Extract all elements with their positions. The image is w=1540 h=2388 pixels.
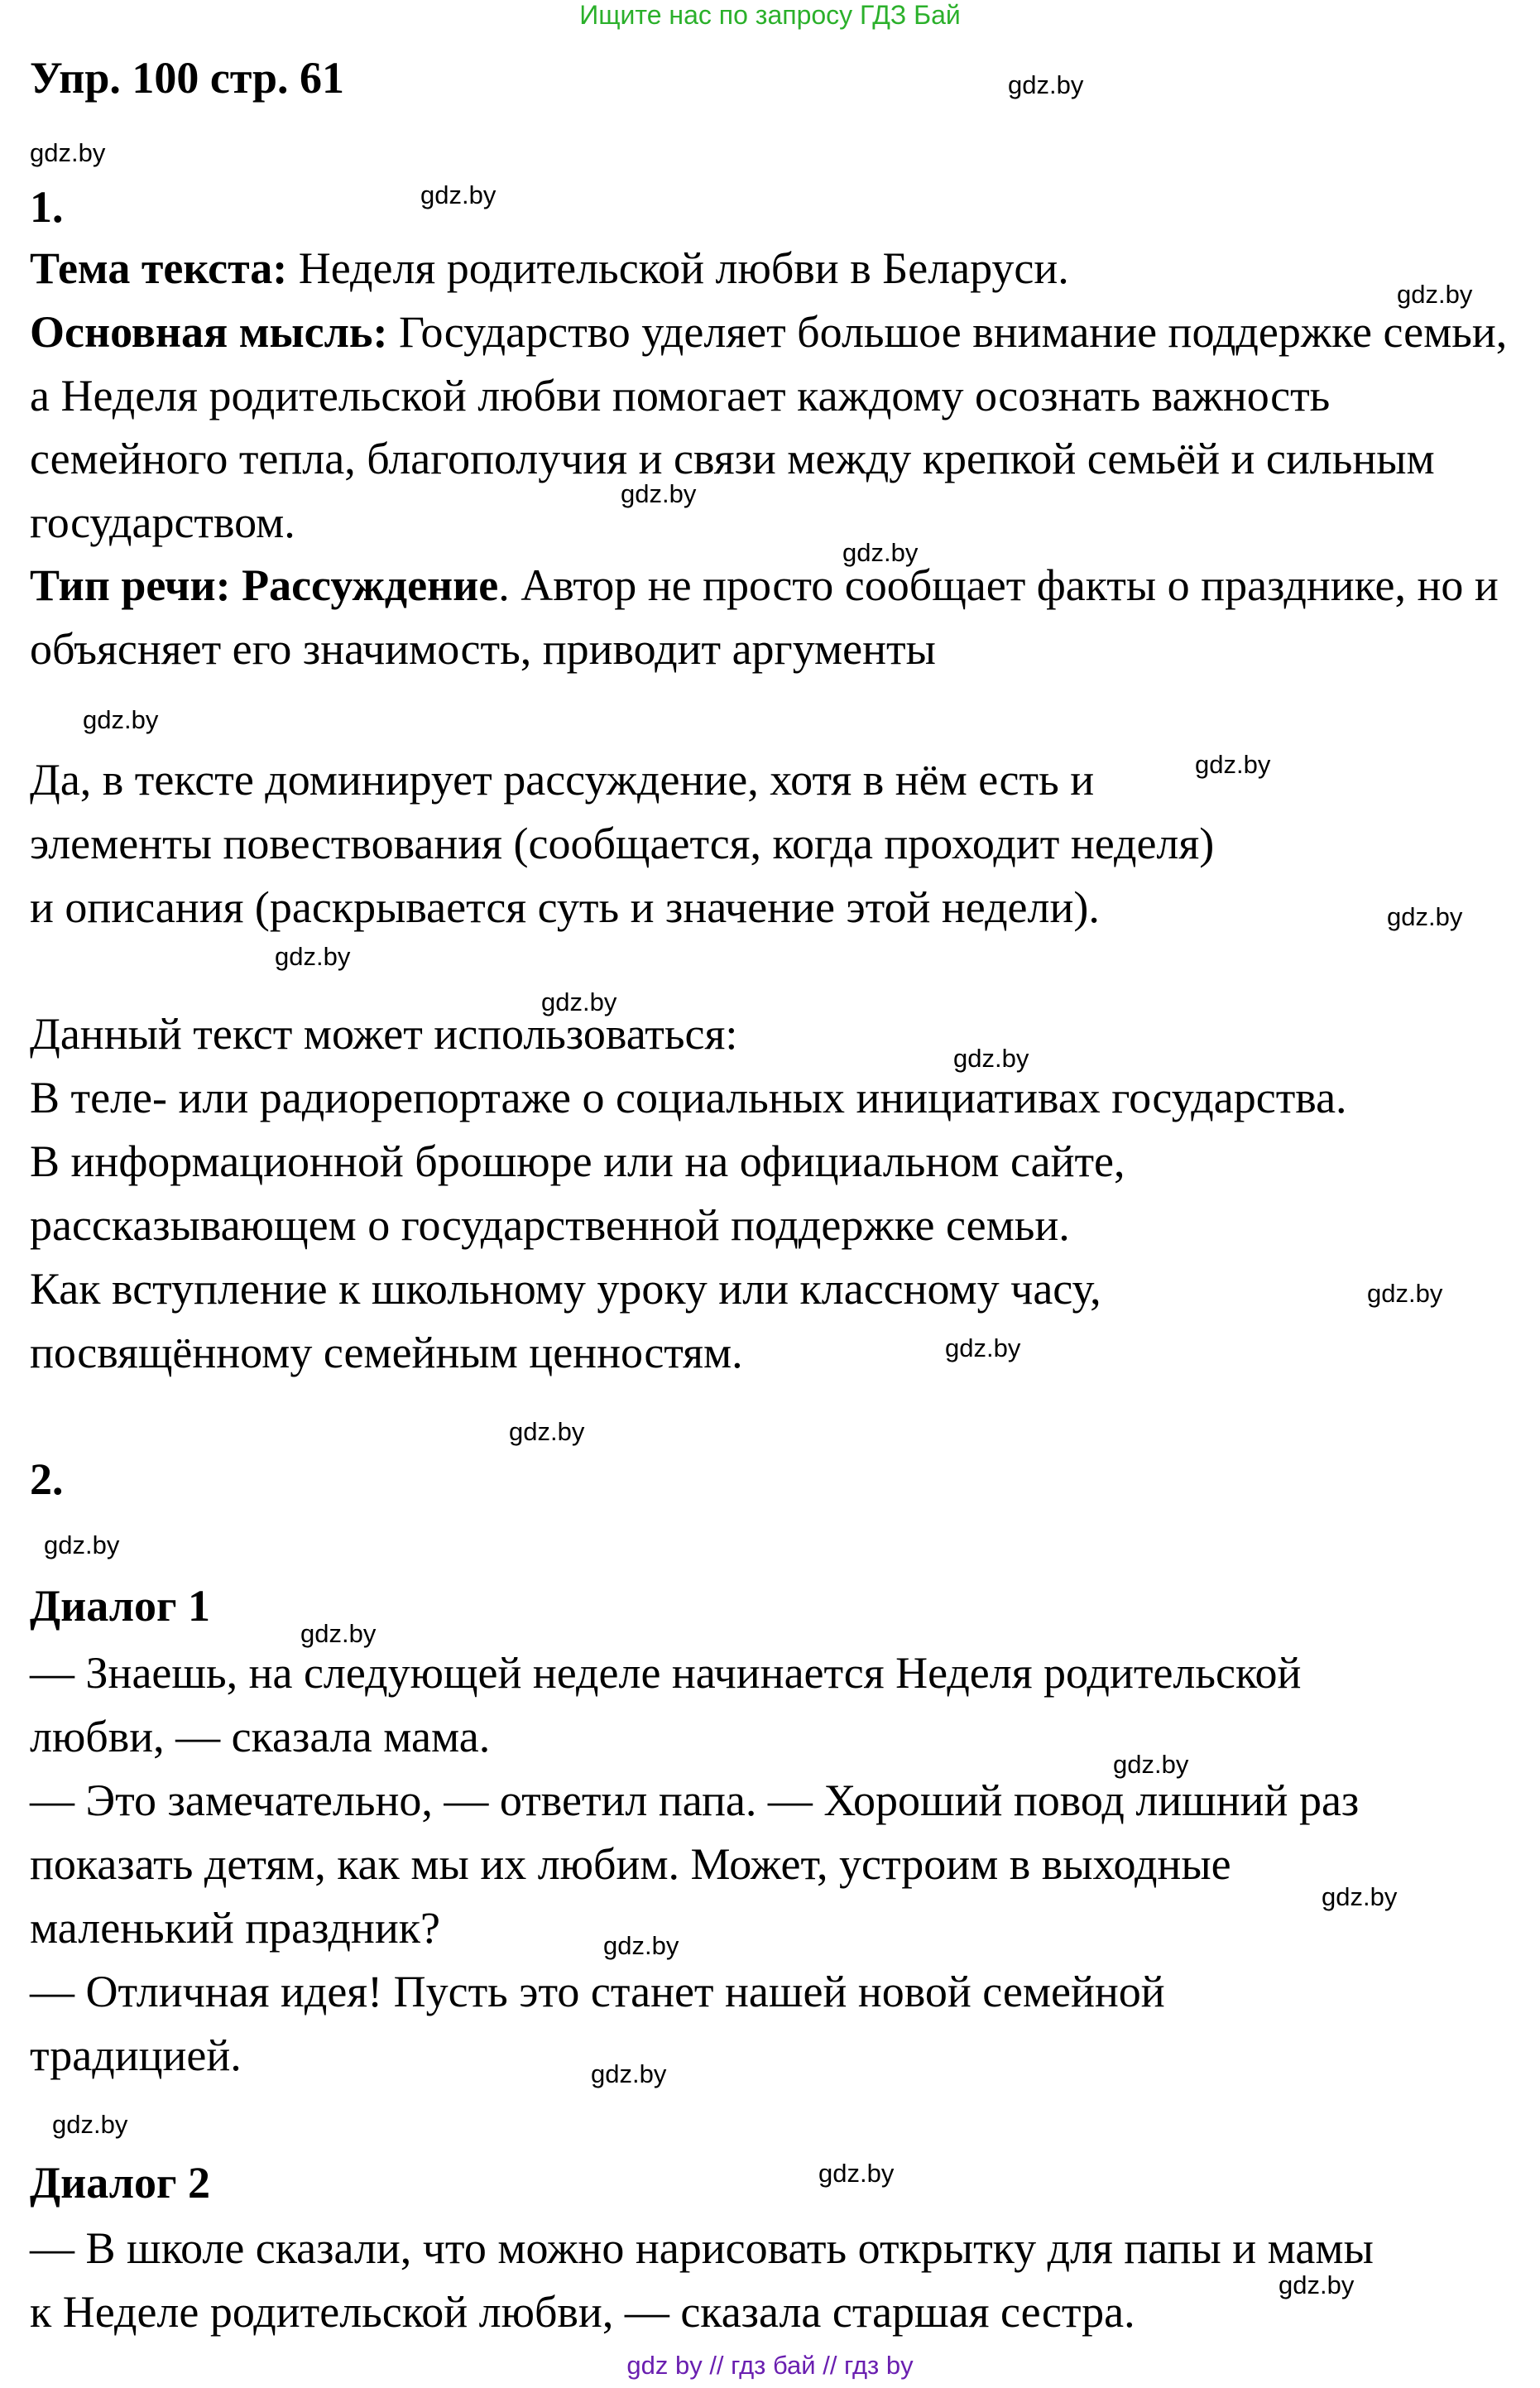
section-1-number: 1. <box>30 182 64 232</box>
main-idea-label: Основная мысль: <box>30 307 388 357</box>
watermark: gdz.by <box>541 987 617 1016</box>
dialog-line: — Знаешь, на следующей неделе начинается Неделя родительской <box>30 1648 1302 1698</box>
footer-links[interactable]: gdz by // гдз бай // гдз by <box>626 2351 914 2380</box>
usage-item: В теле- или радиорепортаже о социальных инициативах государства. <box>30 1073 1347 1122</box>
main-idea-paragraph <box>30 300 1511 554</box>
dialog-line: к Неделе родительской любви, — сказала старшая сестра. <box>30 2287 1135 2337</box>
dialog-2-title: Диалог 2 <box>30 2158 211 2208</box>
dialog-line: — Это замечательно, — ответил папа. — Хороший повод лишний раз <box>30 1775 1360 1825</box>
watermark: gdz.by <box>603 1931 679 1960</box>
usage-item: В информационной брошюре или на официальном сайте, <box>30 1136 1125 1186</box>
usage-item: Как вступление к школьному уроку или классному часу, <box>30 1264 1101 1314</box>
usage-intro: Данный текст может использоваться: <box>30 1009 738 1059</box>
watermark: gdz.by <box>1195 750 1271 779</box>
watermark: gdz.by <box>1008 70 1084 99</box>
usage-item: рассказывающем о государственной поддержке семьи. <box>30 1200 1070 1250</box>
dialog-line: — В школе сказали, что можно нарисовать открытку для папы и мамы <box>30 2223 1374 2273</box>
paragraph-line: элементы повествования (сообщается, когда проходит неделя) <box>30 819 1215 868</box>
topic-label: Тема текста: <box>30 243 288 293</box>
watermark: gdz.by <box>621 479 697 508</box>
watermark: gdz.by <box>30 138 106 167</box>
watermark: gdz.by <box>818 2159 895 2188</box>
topic-text: Неделя родительской любви в Беларуси. <box>287 243 1069 293</box>
watermark: gdz.by <box>275 942 351 971</box>
watermark: gdz.by <box>842 538 919 567</box>
watermark: gdz.by <box>1322 1882 1398 1911</box>
section-2-number: 2. <box>30 1454 64 1504</box>
paragraph-line: Да, в тексте доминирует рассуждение, хотя в нём есть и <box>30 755 1095 805</box>
watermark: gdz.by <box>83 705 159 734</box>
watermark: gdz.by <box>420 180 497 209</box>
main-idea-text: Государство уделяет большое внимание поддержке семьи, а Неделя родительской любви помогает каждому осознать важность семейного тепла, благополучия и связи между крепкой семьёй и сильным государством. <box>30 307 1508 547</box>
watermark: gdz.by <box>1367 1279 1443 1308</box>
watermark: gdz.by <box>52 2110 128 2139</box>
page-title: Упр. 100 стр. 61 <box>30 53 345 103</box>
watermark: gdz.by <box>1387 902 1463 931</box>
top-banner[interactable]: Ищите нас по запросу ГДЗ Бай <box>579 0 961 30</box>
topic-line <box>30 237 1511 300</box>
watermark: gdz.by <box>1397 280 1473 309</box>
watermark: gdz.by <box>509 1417 585 1446</box>
watermark: gdz.by <box>953 1044 1029 1073</box>
dialog-1-title: Диалог 1 <box>30 1581 211 1631</box>
watermark: gdz.by <box>591 2059 667 2088</box>
speech-type-label: Тип речи: Рассуждение <box>30 560 499 610</box>
watermark: gdz.by <box>44 1530 120 1559</box>
paragraph-line: и описания (раскрывается суть и значение этой недели). <box>30 882 1100 932</box>
watermark: gdz.by <box>945 1333 1021 1362</box>
watermark: gdz.by <box>1113 1750 1189 1779</box>
watermark: gdz.by <box>300 1619 377 1648</box>
dialog-line: любви, — сказала мама. <box>30 1712 491 1761</box>
speech-type-text: . Автор не просто сообщает факты о празднике, но и объясняет его значимость, приводит аргументы <box>30 560 1499 674</box>
dialog-line: — Отличная идея! Пусть это станет нашей новой семейной <box>30 1967 1165 2016</box>
dialog-line: маленький праздник? <box>30 1903 440 1953</box>
dialog-line: традицией. <box>30 2030 242 2080</box>
dialog-line: показать детям, как мы их любим. Может, устроим в выходные <box>30 1839 1231 1889</box>
speech-type-paragraph <box>30 554 1511 680</box>
watermark: gdz.by <box>1279 2270 1355 2299</box>
usage-item: посвящённому семейным ценностям. <box>30 1328 743 1377</box>
